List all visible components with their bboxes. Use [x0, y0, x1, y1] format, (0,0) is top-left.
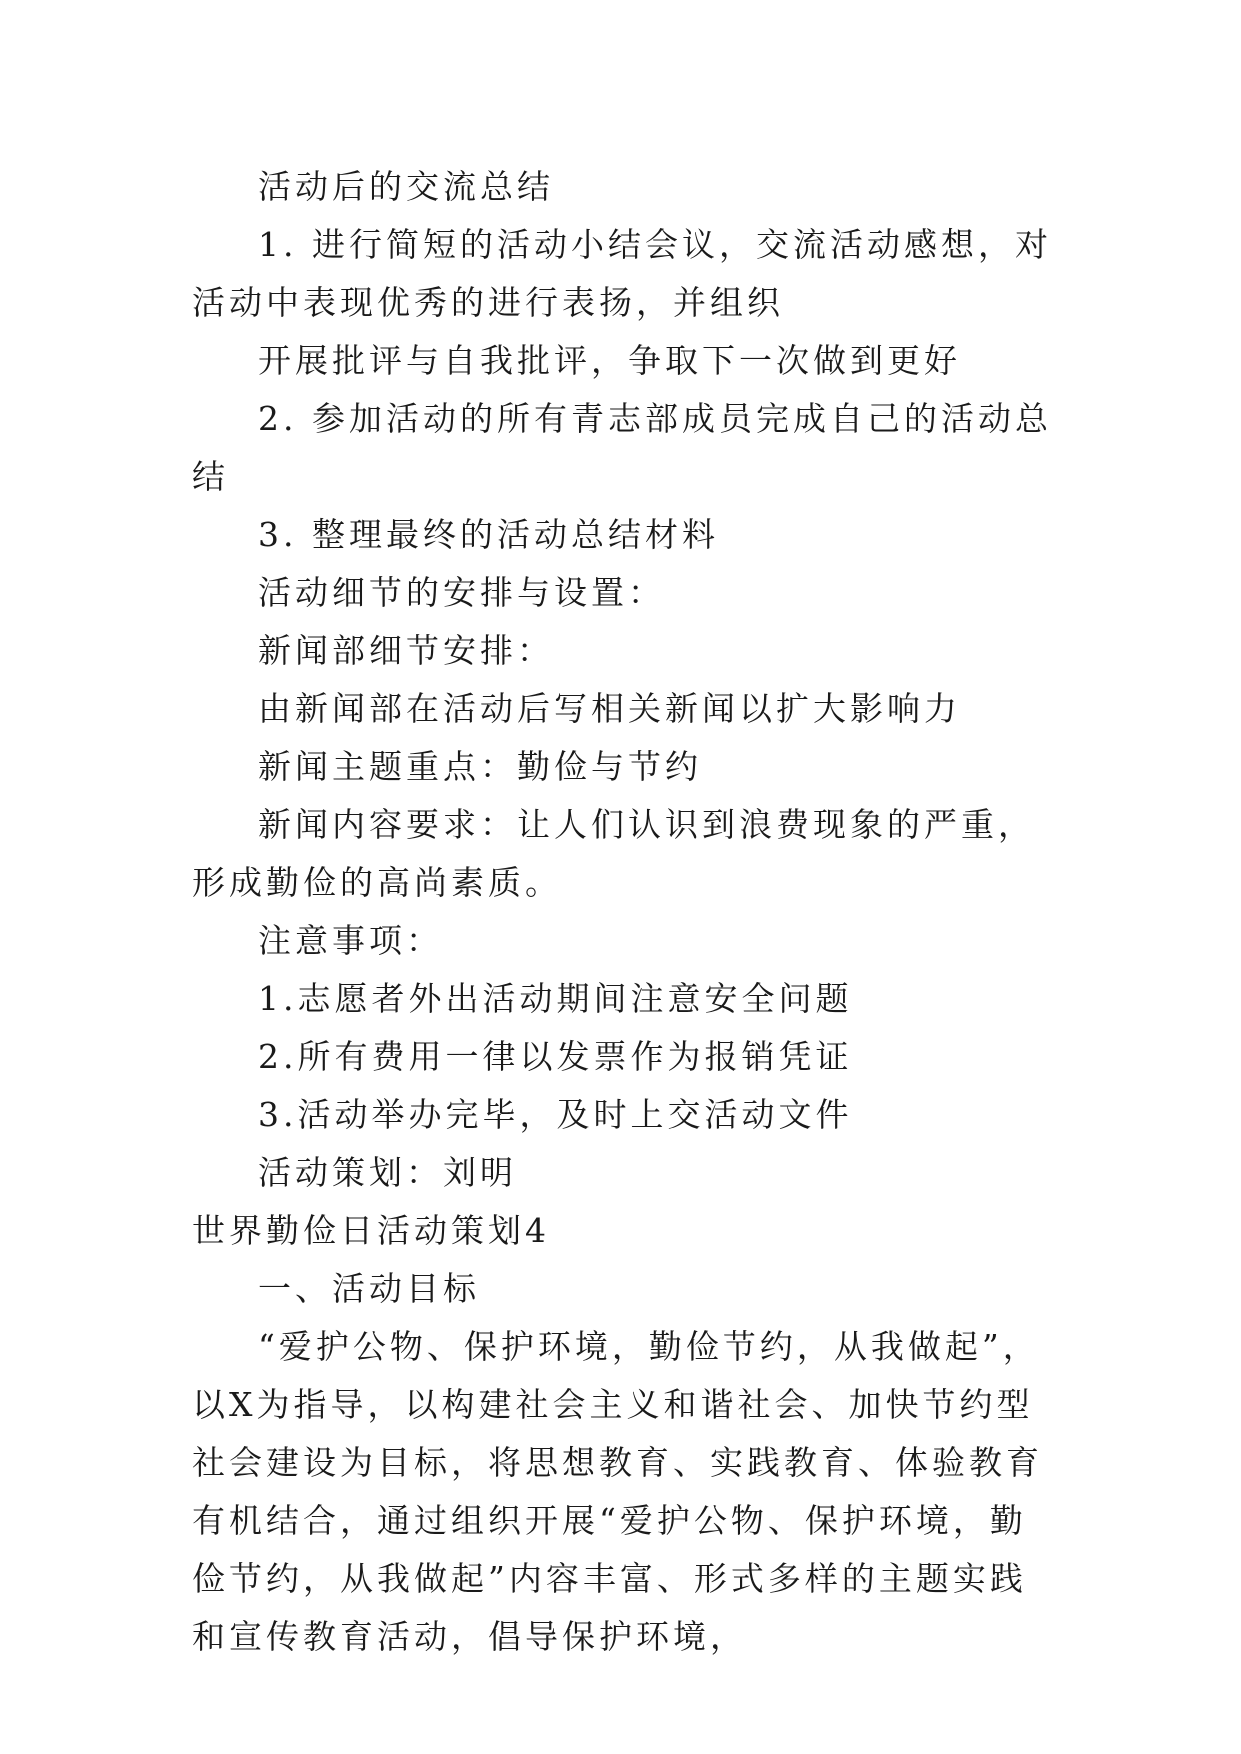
- paragraph: 活动后的交流总结: [258, 167, 554, 206]
- paragraph: 3.活动举办完毕，及时上交活动文件: [258, 1095, 853, 1134]
- paragraph: 开展批评与自我批评，争取下一次做到更好: [258, 341, 961, 380]
- section-heading: 世界勤俭日活动策划4: [192, 1211, 550, 1250]
- paragraph: 新闻主题重点：勤俭与节约: [258, 747, 702, 786]
- document-body: [192, 158, 1052, 1666]
- paragraph: 活动策划：刘明: [258, 1153, 517, 1192]
- paragraph: 新闻内容要求：让人们认识到浪费现象的严重，形成勤俭的高尚素质。: [192, 805, 1035, 902]
- paragraph: 1. 进行简短的活动小结会议，交流活动感想，对活动中表现优秀的进行表扬，并组织: [192, 225, 1052, 322]
- paragraph: 活动细节的安排与设置：: [258, 573, 665, 612]
- paragraph: “爱护公物、保护环境，勤俭节约，从我做起”，以X为指导，以构建社会主义和谐社会、加快节约型社会建设为目标，将思想教育、实践教育、体验教育有机结合，通过组织开展“爱护公物、保护环境，勤俭节约，从我做起”内容丰富、形式多样的主题实践和宣传教育活动，倡导保护环境，: [192, 1327, 1043, 1656]
- paragraph: 2. 参加活动的所有青志部成员完成自己的活动总结: [192, 399, 1052, 496]
- paragraph: 1.志愿者外出活动期间注意安全问题: [258, 979, 853, 1018]
- paragraph: 2.所有费用一律以发票作为报销凭证: [258, 1037, 853, 1076]
- paragraph: 新闻部细节安排：: [258, 631, 554, 670]
- paragraph: 一、活动目标: [258, 1269, 480, 1308]
- paragraph: 注意事项：: [258, 921, 443, 960]
- paragraph: 3. 整理最终的活动总结材料: [258, 515, 719, 554]
- paragraph: 由新闻部在活动后写相关新闻以扩大影响力: [258, 689, 961, 728]
